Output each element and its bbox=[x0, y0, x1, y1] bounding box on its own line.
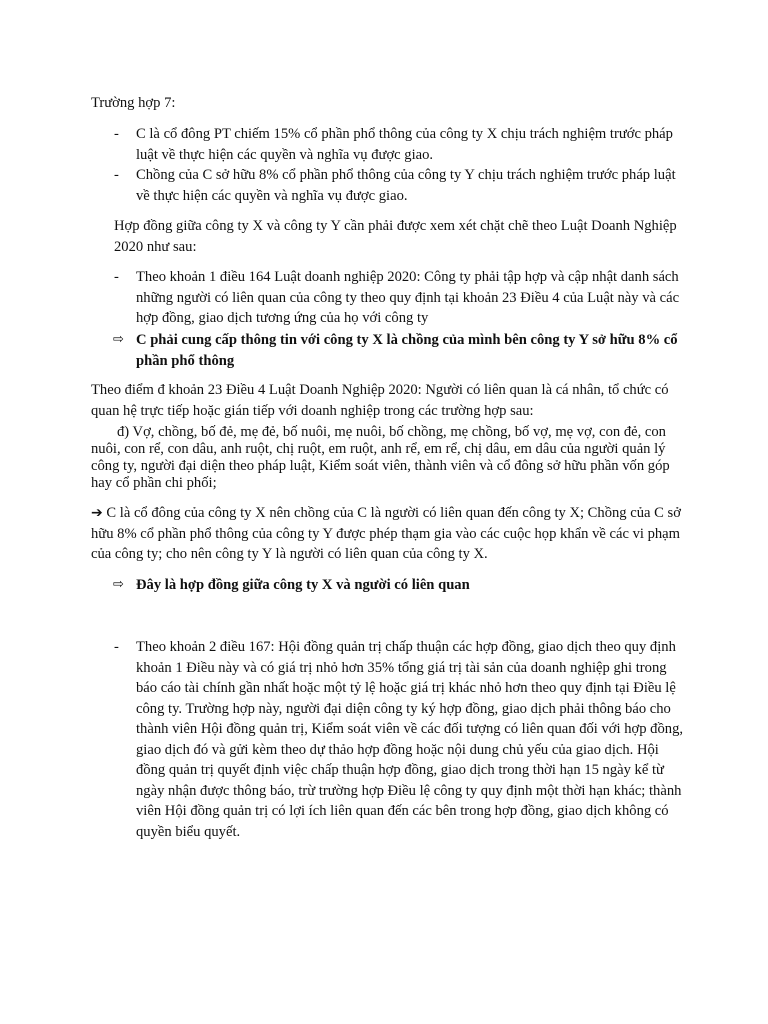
analysis-text: C là cổ đông của công ty X nên chồng của C là người có liên quan đến công ty X; Chồng của C sở hữu 8% cổ phần phổ thông của công ty Y được phép thạm gia vào các cuộc họp khẩn về các vi phạm của công ty; cho nên công ty Y là người có liên quan của công ty X. bbox=[91, 505, 681, 562]
analysis-paragraph bbox=[91, 503, 691, 565]
fact-text-1: C là cổ đông PT chiếm 15% cổ phần phổ thông của công ty X chịu trách nghiệm trước pháp luật về thực hiện các quyền và nghĩa vụ được giao. bbox=[136, 126, 673, 163]
clause-164-text: Theo khoản 1 điều 164 Luật doanh nghiệp 2020: Công ty phải tập hợp và cập nhật danh sách những người có liên quan của công ty theo quy định tại khoản 23 Điều 4 của Luật này và các hợp đồng, giao dịch tương ứng của họ với công ty bbox=[136, 269, 680, 326]
arrow-bullet-icon: ⇨ bbox=[113, 332, 124, 347]
arrow-bullet-icon: ⇨ bbox=[113, 577, 124, 592]
case-title: Trường hợp 7: bbox=[91, 95, 176, 111]
clause-164-item bbox=[91, 267, 691, 329]
article-4-intro: Theo điểm đ khoản 23 Điều 4 Luật Doanh Nghiệp 2020: Người có liên quan là cá nhân, tổ chức có quan hệ trực tiếp hoặc gián tiếp với doanh nghiệp trong các trường hợp sau: bbox=[91, 382, 669, 419]
fact-item-1 bbox=[91, 124, 691, 165]
conclusion-2-text: Đây là hợp đồng giữa công ty X và người có liên quan bbox=[136, 577, 470, 593]
dash-bullet: - bbox=[114, 167, 119, 183]
right-arrow-icon: ➔ bbox=[91, 505, 103, 521]
fact-item-2 bbox=[91, 165, 691, 206]
article-4-point: đ) Vợ, chồng, bố đẻ, mẹ đẻ, bố nuôi, mẹ nuôi, bố chồng, mẹ chồng, bố vợ, mẹ vợ, con đẻ, con nuôi, con rể, con dâu, anh ruột, chị ruột, em ruột, anh rể, em rể, chị dâu, em dâu của người quản lý công ty, người đại diện theo pháp luật, Kiểm soát viên, thành viên và cổ đông sở hữu phần vốn góp hay cổ phần chi phối; bbox=[91, 424, 670, 491]
intro-paragraph: Hợp đồng giữa công ty X và công ty Y cần phải được xem xét chặt chẽ theo Luật Doanh Nghiệp 2020 như sau: bbox=[114, 218, 677, 255]
clause-167-text: Theo khoản 2 điều 167: Hội đồng quản trị chấp thuận các hợp đồng, giao dịch theo quy định khoản 1 Điều này và có giá trị nhỏ hơn 35% tổng giá trị tài sản của doanh nghiệp ghi trong báo cáo tài chính gần nhất hoặc một tỷ lệ hoặc giá trị khác nhỏ hơn theo quy định tại Điều lệ công ty. Trường hợp này, người đại diện công ty ký hợp đồng, giao dịch phải thông báo cho thành viên Hội đồng quản trị, Kiểm soát viên về các đối tượng có liên quan đối với hợp đồng, giao dịch đó và gửi kèm theo dự thảo hợp đồng hoặc nội dung chủ yếu của giao dịch. Hội đồng quản trị quyết định việc chấp thuận hợp đồng, giao dịch trong thời hạn 15 ngày kể từ ngày nhận được thông báo, trừ trường hợp Điều lệ công ty quy định một thời hạn khác; thành viên Hội đồng quản trị có lợi ích liên quan đến các bên trong hợp đồng, giao dịch không có quyền biểu quyết. bbox=[136, 639, 684, 840]
dash-bullet: - bbox=[114, 639, 119, 655]
clause-167-item bbox=[91, 637, 691, 842]
fact-text-2: Chồng của C sở hữu 8% cổ phần phổ thông của công ty Y chịu trách nghiệm trước pháp luật về thực hiện các quyền và nghĩa vụ được giao. bbox=[136, 167, 676, 204]
conclusion-1-text: C phải cung cấp thông tin với công ty X là chồng của mình bên công ty Y sở hữu 8% cổ phần phổ thông bbox=[136, 332, 678, 369]
conclusion-2-item bbox=[91, 575, 691, 596]
dash-bullet: - bbox=[114, 126, 119, 142]
conclusion-1-item bbox=[91, 330, 691, 371]
dash-bullet: - bbox=[114, 269, 119, 285]
